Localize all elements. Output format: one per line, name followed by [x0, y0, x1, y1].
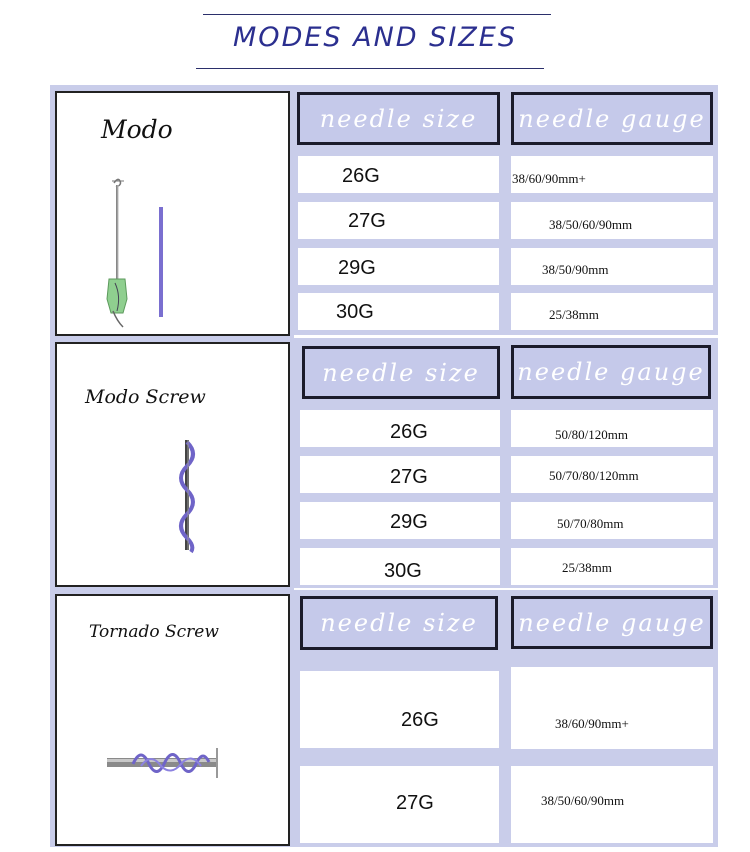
needle-size-value: 26G	[401, 709, 439, 731]
product-panel-modo	[55, 91, 290, 336]
needle-gauge-value: 38/60/90mm+	[555, 716, 629, 731]
header-needle-size: needle size	[302, 346, 500, 399]
needle-gauge-value: 50/70/80mm	[557, 516, 624, 531]
gauge-cell	[511, 293, 713, 330]
product-panel-tornado-screw	[55, 594, 290, 846]
needle-gauge-value: 25/38mm	[549, 307, 599, 322]
size-cell	[298, 202, 499, 239]
page-title: MODES AND SIZES	[233, 22, 517, 53]
needle-gauge-value: 50/80/120mm	[555, 427, 628, 442]
needle-size-value: 30G	[336, 301, 374, 323]
gauge-cell	[511, 456, 713, 493]
size-cell	[298, 293, 499, 330]
size-cell	[300, 410, 500, 447]
needle-size-value: 26G	[390, 421, 428, 443]
size-cell	[298, 248, 499, 285]
gauge-cell	[511, 248, 713, 285]
size-cell	[300, 766, 499, 843]
gauge-cell	[511, 667, 713, 749]
title-rule-bottom	[196, 68, 544, 69]
product-name: Modo Screw	[85, 386, 206, 408]
header-needle-size: needle size	[300, 596, 498, 650]
gauge-cell	[511, 202, 713, 239]
header-needle-gauge: needle gauge	[511, 345, 711, 399]
size-cell	[300, 671, 499, 748]
gauge-cell	[511, 410, 713, 447]
size-cell	[298, 156, 499, 193]
gauge-cell	[511, 548, 713, 585]
needle-gauge-value: 38/50/90mm	[542, 262, 609, 277]
needle-gauge-value: 38/50/60/90mm	[549, 217, 633, 232]
needle-size-value: 27G	[396, 792, 434, 814]
header-needle-size: needle size	[297, 92, 500, 145]
tornado-screw-thread-image	[105, 742, 225, 782]
title-rule-top	[203, 14, 551, 15]
needle-size-value: 27G	[348, 210, 386, 232]
size-cell	[300, 548, 500, 585]
needle-size-value: 26G	[342, 165, 380, 187]
modo-needle-image	[87, 171, 177, 331]
product-name: Tornado Screw	[89, 622, 219, 642]
needle-gauge-value: 38/50/60/90mm	[541, 793, 625, 808]
size-cell	[300, 456, 500, 493]
needle-gauge-value: 38/60/90mm+	[512, 171, 586, 186]
needle-size-value: 27G	[390, 466, 428, 488]
modo-screw-thread-image	[167, 436, 207, 556]
header-needle-gauge: needle gauge	[511, 92, 713, 145]
gauge-cell	[511, 766, 713, 843]
size-cell	[300, 502, 500, 539]
header-needle-gauge: needle gauge	[511, 596, 713, 649]
needle-size-value: 29G	[390, 511, 428, 533]
gauge-cell	[511, 156, 713, 193]
product-panel-modo-screw	[55, 342, 290, 587]
gauge-cell	[511, 502, 713, 539]
needle-gauge-value: 50/70/80/120mm	[549, 468, 639, 483]
product-name: Modo	[101, 115, 173, 144]
needle-size-value: 29G	[338, 257, 376, 279]
needle-gauge-value: 25/38mm	[562, 560, 612, 575]
needle-size-value: 30G	[384, 560, 422, 582]
